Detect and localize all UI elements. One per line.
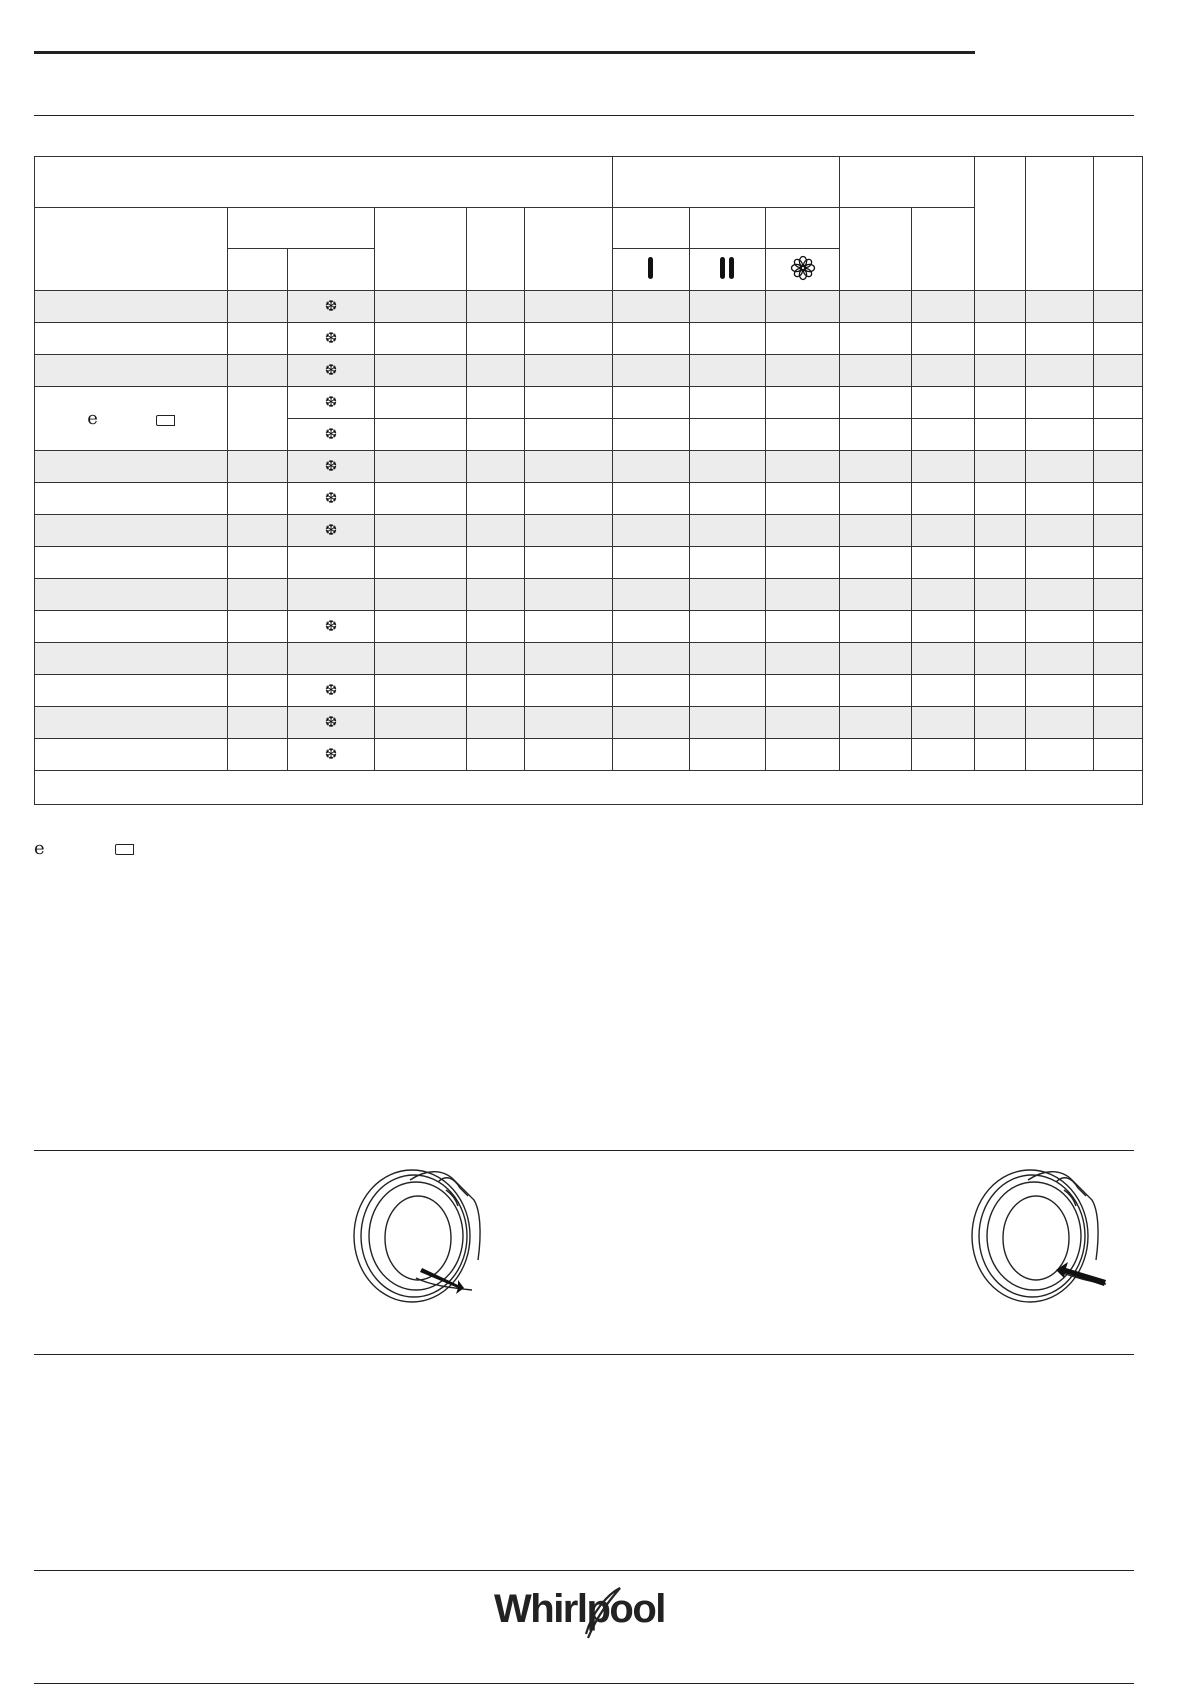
table-cell (374, 675, 466, 707)
table-cell (689, 355, 765, 387)
snow-cell (288, 707, 374, 739)
table-row (35, 611, 1143, 643)
table-cell (689, 419, 765, 451)
table-cell (613, 291, 689, 323)
table-cell (1093, 707, 1142, 739)
header-defrost-group (228, 208, 375, 249)
table-cell (467, 611, 524, 643)
table-row (35, 739, 1143, 771)
table-cell (374, 547, 466, 579)
table-cell (467, 483, 524, 515)
program-rows (35, 291, 1143, 771)
table-cell (524, 707, 613, 739)
table-cell (374, 291, 466, 323)
table-cell (1026, 547, 1093, 579)
table-cell (1026, 451, 1093, 483)
table-cell (467, 643, 524, 675)
table-cell (613, 643, 689, 675)
table-cell (613, 707, 689, 739)
snowflake-icon: ❆ (324, 618, 338, 635)
table-cell (1026, 739, 1093, 771)
header-food (35, 208, 228, 291)
table-cell (1093, 483, 1142, 515)
table-cell (765, 291, 839, 323)
header-col-10 (840, 208, 911, 291)
table-cell (975, 387, 1026, 419)
table-cell (524, 419, 613, 451)
header-level-1 (613, 208, 689, 249)
table-cell (613, 323, 689, 355)
table-cell (689, 675, 765, 707)
table-cell (1026, 483, 1093, 515)
food-cell-eco (35, 387, 228, 451)
table-cell (613, 419, 689, 451)
snow-cell (288, 675, 374, 707)
table-cell (613, 515, 689, 547)
table-cell (467, 419, 524, 451)
table-cell (765, 611, 839, 643)
table-cell (975, 547, 1026, 579)
table-cell (1026, 643, 1093, 675)
bottom-rule (34, 1683, 1134, 1684)
table-cell (765, 547, 839, 579)
table-cell (524, 483, 613, 515)
table-cell (1093, 515, 1142, 547)
table-cell (765, 323, 839, 355)
snowflake-icon: ❆ (324, 490, 338, 507)
food-cell (35, 579, 228, 611)
snow-cell (288, 547, 374, 579)
table-cell (975, 707, 1026, 739)
table-cell (911, 579, 974, 611)
food-cell (35, 291, 228, 323)
table-cell (613, 675, 689, 707)
snow-cell (288, 451, 374, 483)
table-cell (911, 675, 974, 707)
eco-symbol-icon: e (34, 838, 45, 859)
table-cell (975, 611, 1026, 643)
food-cell (35, 739, 228, 771)
table-cell (524, 611, 613, 643)
table-cell (374, 579, 466, 611)
header-col-6 (524, 208, 613, 291)
snow-cell (288, 611, 374, 643)
table-cell (975, 739, 1026, 771)
table-cell (840, 675, 911, 707)
table-cell (689, 739, 765, 771)
table-cell (689, 611, 765, 643)
table-cell (613, 547, 689, 579)
table-cell (374, 515, 466, 547)
food-cell (35, 675, 228, 707)
tray-symbol-icon (156, 415, 175, 426)
table-cell (374, 387, 466, 419)
table-row (35, 483, 1143, 515)
table-cell (467, 323, 524, 355)
table-cell (840, 707, 911, 739)
table-cell (765, 739, 839, 771)
table-cell (765, 419, 839, 451)
table-cell (1093, 739, 1142, 771)
table-cell (1093, 419, 1142, 451)
table-cell (975, 515, 1026, 547)
table-cell (689, 387, 765, 419)
snow-cell (288, 643, 374, 675)
table-cell (689, 643, 765, 675)
food-cell (35, 323, 228, 355)
table-cell (975, 579, 1026, 611)
level-two-cell (689, 249, 765, 291)
snow-cell (288, 387, 374, 419)
defrost-cell (228, 515, 288, 547)
table-cell (524, 643, 613, 675)
table-cell (1026, 355, 1093, 387)
snowflake-icon: ❆ (324, 426, 338, 443)
table-cell (911, 739, 974, 771)
program-table (34, 156, 1143, 805)
snowflake-icon: ❆ (324, 298, 338, 315)
table-cell (765, 451, 839, 483)
table-cell (975, 419, 1026, 451)
table-cell (467, 387, 524, 419)
table-cell (689, 451, 765, 483)
defrost-cell (228, 547, 288, 579)
table-cell (524, 451, 613, 483)
snow-cell (288, 739, 374, 771)
table-row (35, 451, 1143, 483)
food-cell (35, 643, 228, 675)
symbol-legend (34, 838, 134, 859)
header-col-2 (228, 249, 288, 291)
header-level-group (613, 157, 840, 208)
header-col-12 (975, 157, 1026, 291)
defrost-cell (228, 355, 288, 387)
header-col-5 (467, 208, 524, 291)
table-cell (467, 547, 524, 579)
table-cell (613, 387, 689, 419)
table-cell (1026, 419, 1093, 451)
table-cell (765, 643, 839, 675)
table-cell (840, 451, 911, 483)
snowflake-icon: ❆ (324, 714, 338, 731)
header-program-group (35, 157, 613, 208)
top-heavy-rule (34, 51, 975, 54)
table-cell (1026, 387, 1093, 419)
table-cell (524, 579, 613, 611)
table-cell (911, 611, 974, 643)
table-cell (524, 515, 613, 547)
table-footnote-cell (35, 771, 1143, 805)
level-one-cell (613, 249, 689, 291)
table-cell (840, 611, 911, 643)
table-cell (524, 387, 613, 419)
table-cell (765, 483, 839, 515)
table-cell (840, 739, 911, 771)
table-cell (840, 643, 911, 675)
table-cell (1026, 675, 1093, 707)
table-cell (613, 579, 689, 611)
food-cell (35, 483, 228, 515)
table-cell (467, 355, 524, 387)
table-cell (1026, 611, 1093, 643)
table-cell (689, 483, 765, 515)
header-col-14 (1093, 157, 1142, 291)
table-cell (765, 515, 839, 547)
door-seal-remove-illustration (350, 1160, 500, 1310)
table-row (35, 547, 1143, 579)
header-col-4 (374, 208, 466, 291)
table-cell (374, 707, 466, 739)
table-row (35, 579, 1143, 611)
table-cell (975, 675, 1026, 707)
food-cell (35, 451, 228, 483)
table-cell (524, 547, 613, 579)
table-cell (689, 515, 765, 547)
table-cell (613, 355, 689, 387)
snow-cell (288, 291, 374, 323)
tray-symbol-icon (115, 844, 134, 855)
footer-rule (34, 1570, 1134, 1571)
table-footer-row (35, 771, 1143, 805)
snow-cell (288, 355, 374, 387)
table-cell (467, 579, 524, 611)
table-cell (975, 451, 1026, 483)
table-cell (765, 355, 839, 387)
table-row (35, 291, 1143, 323)
table-cell (1026, 707, 1093, 739)
food-cell (35, 515, 228, 547)
bar-two-icon (718, 267, 736, 282)
table-cell (1093, 451, 1142, 483)
defrost-cell (228, 675, 288, 707)
table-cell (1026, 323, 1093, 355)
table-cell (374, 611, 466, 643)
table-cell (975, 323, 1026, 355)
section-rule-2 (34, 1354, 1134, 1355)
snowflake-icon: ❆ (324, 746, 338, 763)
table-cell (911, 643, 974, 675)
table-cell (840, 547, 911, 579)
table-cell (911, 355, 974, 387)
table-cell (524, 291, 613, 323)
table-cell (524, 355, 613, 387)
table-cell (975, 483, 1026, 515)
snowflake-icon: ❆ (324, 330, 338, 347)
defrost-cell (228, 739, 288, 771)
snow-cell (288, 419, 374, 451)
eco-symbol-icon: e (87, 408, 98, 429)
section-rule-1 (34, 1150, 1134, 1151)
table-cell (467, 515, 524, 547)
table-cell (1093, 291, 1142, 323)
table-cell (911, 547, 974, 579)
defrost-cell (228, 451, 288, 483)
fan-cell (765, 249, 839, 291)
header-col-3 (288, 249, 374, 291)
table-cell (1093, 547, 1142, 579)
defrost-cell (228, 579, 288, 611)
table-row (35, 515, 1143, 547)
header-col-13 (1026, 157, 1093, 291)
table-cell (840, 323, 911, 355)
defrost-cell (228, 483, 288, 515)
table-cell (911, 419, 974, 451)
table-cell (1093, 611, 1142, 643)
snowflake-icon: ❆ (324, 458, 338, 475)
defrost-cell (228, 291, 288, 323)
snow-cell (288, 483, 374, 515)
table-cell (374, 451, 466, 483)
table-cell (524, 739, 613, 771)
table-cell (975, 643, 1026, 675)
food-cell (35, 707, 228, 739)
snowflake-icon: ❆ (324, 522, 338, 539)
table-cell (765, 387, 839, 419)
table-row (35, 643, 1143, 675)
table-cell (840, 483, 911, 515)
header-col-11 (911, 208, 974, 291)
table-row (35, 675, 1143, 707)
table-cell (689, 579, 765, 611)
header-right-group (840, 157, 975, 208)
table-cell (1026, 515, 1093, 547)
table-cell (613, 739, 689, 771)
table-cell (911, 387, 974, 419)
table-cell (1026, 579, 1093, 611)
table-cell (1093, 643, 1142, 675)
table-cell (524, 323, 613, 355)
table-cell (1093, 579, 1142, 611)
table-cell (613, 611, 689, 643)
table-cell (911, 483, 974, 515)
table-cell (911, 707, 974, 739)
food-cell (35, 611, 228, 643)
table-cell (840, 387, 911, 419)
table-cell (689, 707, 765, 739)
defrost-cell (228, 611, 288, 643)
table-cell (689, 323, 765, 355)
defrost-cell (228, 707, 288, 739)
table-cell (911, 291, 974, 323)
snowflake-icon: ❆ (324, 682, 338, 699)
table-cell (1093, 323, 1142, 355)
top-thin-rule (34, 115, 1134, 116)
defrost-cell (228, 387, 288, 451)
table-row (35, 707, 1143, 739)
defrost-cell (228, 643, 288, 675)
table-cell (840, 291, 911, 323)
svg-text:Whirlpool: Whirlpool (494, 1587, 665, 1631)
table-cell (1026, 291, 1093, 323)
header-level-2 (689, 208, 765, 249)
door-seal-insert-illustration (968, 1160, 1118, 1310)
table-cell (765, 579, 839, 611)
table-cell (613, 451, 689, 483)
table-cell (1093, 675, 1142, 707)
table-cell (911, 323, 974, 355)
header-level-3 (765, 208, 839, 249)
table-cell (467, 291, 524, 323)
table-cell (975, 355, 1026, 387)
table-cell (840, 579, 911, 611)
snow-cell (288, 515, 374, 547)
table-cell (1093, 387, 1142, 419)
table-cell (911, 515, 974, 547)
table-cell (467, 739, 524, 771)
table-cell (765, 675, 839, 707)
table-cell (467, 675, 524, 707)
table-cell (975, 291, 1026, 323)
table-cell (374, 643, 466, 675)
table-row (35, 323, 1143, 355)
table-cell (467, 707, 524, 739)
table-cell (1093, 355, 1142, 387)
snowflake-icon: ❆ (324, 394, 338, 411)
table-cell (374, 483, 466, 515)
snow-cell (288, 323, 374, 355)
table-row (35, 355, 1143, 387)
table-row (35, 387, 1143, 419)
table-cell (689, 291, 765, 323)
table-cell (613, 483, 689, 515)
food-cell (35, 355, 228, 387)
snowflake-icon: ❆ (324, 362, 338, 379)
table-cell (911, 451, 974, 483)
flower-fan-icon (790, 255, 816, 281)
snow-cell (288, 579, 374, 611)
table-cell (374, 355, 466, 387)
whirlpool-logo (490, 1582, 680, 1640)
food-cell (35, 547, 228, 579)
table-cell (689, 547, 765, 579)
table-cell (765, 707, 839, 739)
table-cell (524, 675, 613, 707)
table-cell (374, 419, 466, 451)
table-cell (840, 355, 911, 387)
header-row-1 (35, 157, 1143, 208)
defrost-cell (228, 323, 288, 355)
table-cell (840, 419, 911, 451)
bar-one-icon (648, 257, 653, 279)
table-cell (374, 323, 466, 355)
table-cell (374, 739, 466, 771)
table-cell (467, 451, 524, 483)
table-cell (840, 515, 911, 547)
